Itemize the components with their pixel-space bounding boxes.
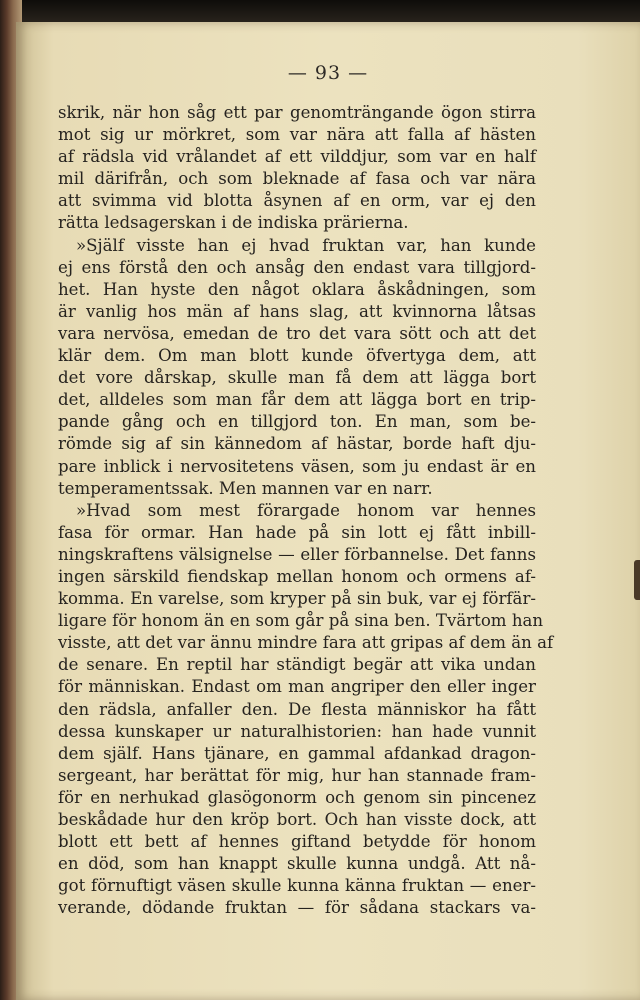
text-line: dem själf. Hans tjänare, en gammal afdankad dragon- <box>58 743 536 763</box>
book-page <box>16 22 640 1000</box>
text-line: mot sig ur mörkret, som var nära att falla af hästen <box>58 125 536 145</box>
text-line: är vanlig hos män af hans slag, att kvinnorna låtsas <box>58 301 536 321</box>
text-line: ligare för honom än en som går på sina ben. Tvärtom han <box>58 611 544 631</box>
text-line: fasa för ormar. Han hade på sin lott ej fått inbill- <box>58 522 536 542</box>
text-line: »Hvad som mest förargade honom var hennes <box>76 500 536 520</box>
text-line: dessa kunskaper ur naturalhistorien: han hade vunnit <box>58 721 536 741</box>
text-line: visste, att det var ännu mindre fara att gripas af dem än af <box>58 633 554 653</box>
text-line: mil därifrån, och som bleknade af fasa och var nära <box>58 169 536 189</box>
text-line: för människan. Endast om man angriper den eller inger <box>58 677 536 697</box>
text-line: rätta ledsagerskan i de indiska prärierna. <box>58 213 409 233</box>
text-line: af rädsla vid vrålandet af ett vilddjur, som var en half <box>58 147 536 167</box>
text-line: den rädsla, anfaller den. De flesta människor ha fått <box>58 699 536 719</box>
text-line: blott ett bett af hennes giftand betydde för honom <box>58 832 536 852</box>
text-line: för en nerhukad glasögonorm och genom sin pincenez <box>58 787 536 807</box>
text-line: det vore dårskap, skulle man få dem att lägga bort <box>58 368 536 388</box>
text-line: ingen särskild fiendskap mellan honom och ormens af- <box>58 566 536 586</box>
text-line: »Själf visste han ej hvad fruktan var, han kunde <box>76 235 536 255</box>
text-line: ej ens förstå den och ansåg den endast vara tillgjord- <box>58 257 536 277</box>
text-line: en död, som han knappt skulle kunna undgå. Att nå- <box>58 854 536 874</box>
text-line: temperamentssak. Men mannen var en narr. <box>58 478 433 498</box>
text-line: klär dem. Om man blott kunde öfvertyga dem, att <box>58 346 536 366</box>
text-line: het. Han hyste den något oklara åskådningen, som <box>58 279 536 299</box>
text-line: pande gång och en tillgjord ton. En man, som be- <box>58 412 536 432</box>
text-line: komma. En varelse, som kryper på sin buk, var ej förfär- <box>58 589 536 609</box>
scan-top-edge <box>0 0 640 24</box>
text-line: skrik, när hon såg ett par genomträngande ögon stirra <box>58 103 536 122</box>
text-line: vara nervösa, emedan de tro det vara sött och att det <box>58 323 536 343</box>
text-line: sergeant, har berättat för mig, hur han stannade fram- <box>58 765 536 785</box>
text-line: römde sig af sin kännedom af hästar, borde haft dju- <box>58 434 536 454</box>
text-line: att svimma vid blotta åsynen af en orm, var ej den <box>58 191 536 211</box>
text-line: ningskraftens välsignelse — eller förbannelse. Det fanns <box>58 544 536 564</box>
text-line: det, alldeles som man får dem att lägga bort en trip- <box>58 390 536 410</box>
text-line: verande, dödande fruktan — för sådana stackars va- <box>58 898 536 918</box>
page-edge-mark <box>634 560 640 600</box>
text-line: got förnuftigt väsen skulle kunna känna fruktan — ener- <box>58 876 536 896</box>
body-text <box>58 102 554 919</box>
text-line: beskådade hur den kröp bort. Och han visste dock, att <box>58 810 536 829</box>
text-line: de senare. En reptil har ständigt begär att vika undan <box>58 655 536 675</box>
page-number: — 93 — <box>287 62 369 84</box>
text-line: pare inblick i nervositetens väsen, som ju endast är en <box>58 456 536 476</box>
